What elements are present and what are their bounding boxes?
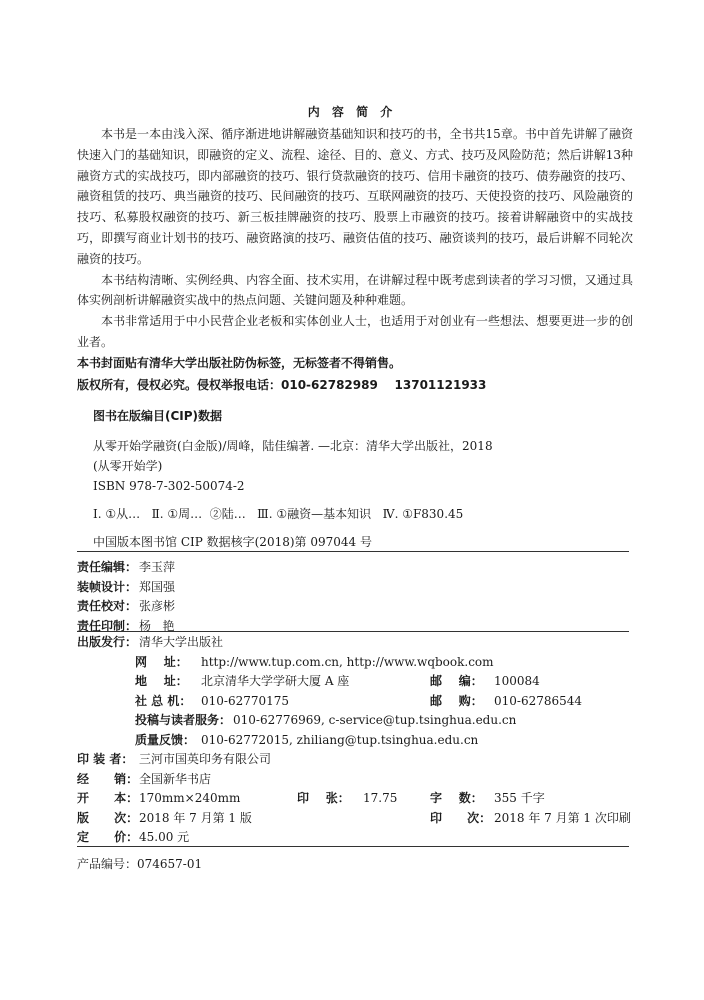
format-value: 170mm×240mm [139,791,241,805]
contribution-value: 010-62776969, c-service@tup.tsinghua.edu.cn [233,713,517,727]
intro-title: 内 容 简 介 [307,105,397,119]
cip-series: (从零开始学) [93,459,163,473]
sheets-value: 17.75 [363,791,398,805]
product-number: 产品编号：074657-01 [77,857,203,871]
cip-classification: Ⅰ. ①从… Ⅱ. ①周… ②陆… Ⅲ. ①融资—基本知识 Ⅳ. ①F830.45 [93,507,464,521]
publisher-name: 清华大学出版社 [139,635,224,649]
sheets-label: 印 张： [297,791,350,805]
staff-list [77,558,175,636]
mail-order-label: 邮 购： [430,693,483,708]
printing-value: 2018 年 7 月第 1 次印刷 [494,810,631,825]
switchboard-label: 社 总 机： [135,693,192,708]
anti-counterfeit-notice: 本书封面贴有清华大学出版社防伪标签，无标签者不得销售。 [77,356,402,370]
copyright-notice [77,352,486,396]
edition-label: 版 次： [77,810,139,825]
quality-feedback-value: 010-62772015, zhiliang@tup.tsinghua.edu.cn [201,732,479,747]
switchboard-value: 010-62770175 [201,693,290,708]
staff-label: 装帧设计： [77,579,138,594]
price-value: 45.00 元 [139,830,190,844]
cip-heading: 图书在版编目(CIP)数据 [93,409,223,423]
divider [77,846,629,847]
word-count-value: 355 千字 [494,791,545,805]
edition-value: 2018 年 7 月第 1 版 [139,810,252,825]
piracy-report-line: 版权所有，侵权必究。侵权举报电话：010-62782989 13701121933 [77,378,487,392]
staff-row [77,597,175,617]
website-label: 网 址： [135,654,188,669]
divider [77,551,629,552]
printing-label: 印 次： [430,810,492,825]
postcode-value: 100084 [494,674,540,688]
intro-text [77,124,633,353]
staff-row [77,578,175,598]
contribution-label: 投稿与读者服务： [135,713,232,727]
format-label: 开 本： [77,791,139,805]
intro-paragraph: 本书是一本由浅入深、循序渐进地讲解融资基础知识和技巧的书，全书共15章。书中首先讲解了融资快速入门的基础知识，即融资的定义、流程、途径、目的、意义、方式、技巧及风险防范；然后讲解13种融资方式的实战技巧，即内部融资的技巧、银行贷款融资的技巧、信用卡融资的技巧、债券融资的技巧、融资租赁的技巧、典当融资的技巧、民间融资的技巧、互联网融资的技巧、天使投资的技巧、风险融资的技巧、私募股权融资的技巧、新三板挂牌融资的技巧、股票上市融资的技巧。接着讲解融资中的实战技巧，即撰写商业计划书的技巧、融资路演的技巧、融资估值的技巧、融资谈判的技巧，最后讲解不同轮次融资的技巧。 [77,127,633,266]
price-label: 定 价： [77,830,139,844]
staff-name: 杨 艳 [139,618,175,633]
address-label: 地 址： [135,674,188,688]
distributor-label: 经 销： [77,771,139,786]
divider [77,631,629,632]
intro-paragraph: 本书非常适用于中小民营企业老板和实体创业人士，也适用于对创业有一些想法、想要更进一步的创业者。 [77,314,633,349]
website-value: http://www.tup.com.cn, http://www.wqbook.com [201,654,494,669]
address-value: 北京清华大学学研大厦 A 座 [201,674,350,688]
staff-label: 责任校对： [77,599,138,613]
mail-order-value: 010-62786544 [494,693,583,708]
cip-title-line: 从零开始学融资(白金版)/周峰，陆佳编著. —北京：清华大学出版社，2018 [93,439,493,453]
printer-value: 三河市国英印务有限公司 [139,752,272,766]
printer-label: 印 装 者： [77,752,134,766]
cip-record: 中国版本图书馆 CIP 数据核字(2018)第 097044 号 [93,535,372,549]
word-count-label: 字 数： [430,791,483,805]
staff-name: 郑国强 [139,579,176,594]
distributor-value: 全国新华书店 [139,771,212,786]
cip-isbn: ISBN 978-7-302-50074-2 [93,479,245,493]
staff-label: 责任编辑： [77,560,138,574]
staff-label: 责任印制： [77,618,138,633]
staff-name: 李玉萍 [139,560,176,574]
staff-name: 张彦彬 [139,599,176,613]
cip-block [93,406,493,552]
postcode-label: 邮 编： [430,674,483,688]
staff-row [77,558,175,578]
publisher-label: 出版发行： [77,635,138,649]
intro-paragraph: 本书结构清晰、实例经典、内容全面、技术实用，在讲解过程中既考虑到读者的学习习惯，又通过具体实例剖析讲解融资实战中的热点问题、关键问题及种种难题。 [77,272,633,308]
quality-feedback-label: 质量反馈： [135,732,196,747]
